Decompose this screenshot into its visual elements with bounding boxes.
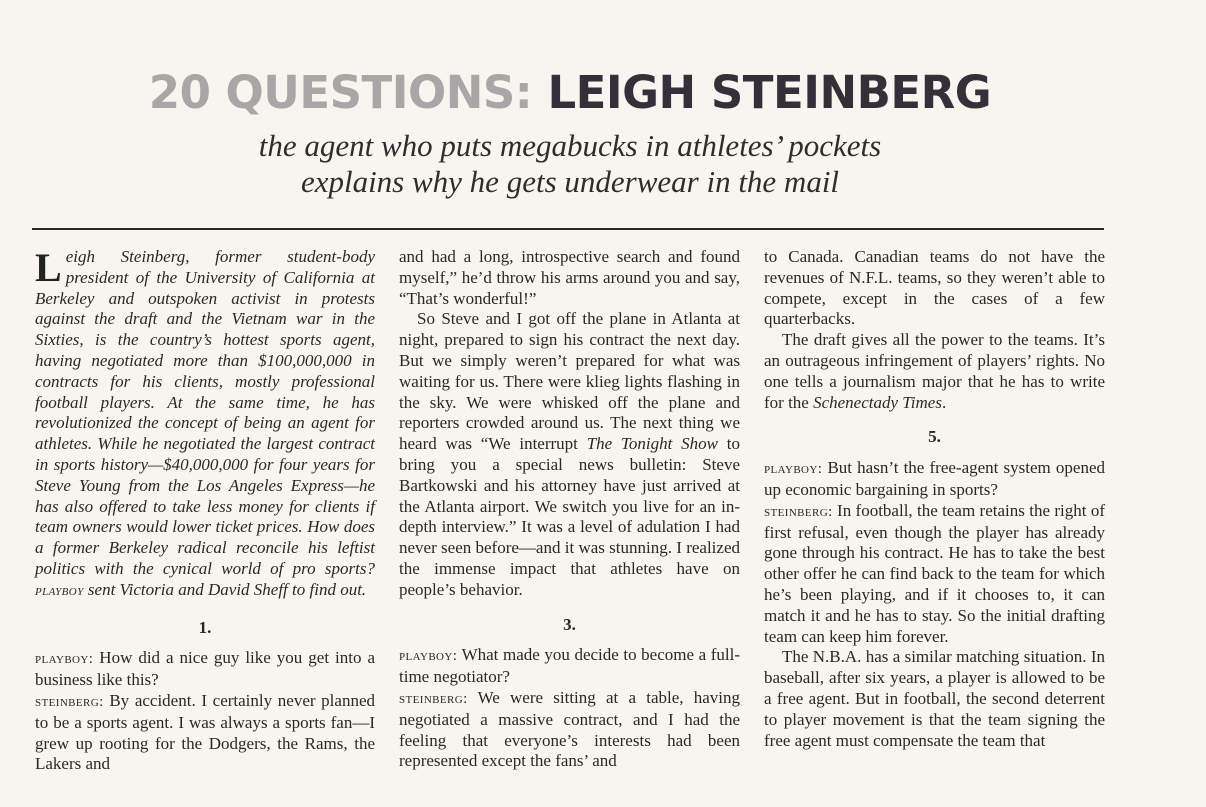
speaker-playboy: playboy: [35, 651, 94, 668]
question-text: But hasn’t the free-agent system opened up economic bargaining in sports? [764, 458, 1105, 499]
paragraph [399, 309, 740, 600]
answer-text: By accident. I certainly never planned to be a sports agent. I was always a sports fan—I grew up rooting for the Dodgers, the Rams, the Lakers and [35, 690, 375, 774]
article-deck [0, 128, 1140, 200]
question-text: How did a nice guy like you get into a business like this? [35, 648, 376, 690]
newspaper-title: Schenectady Times [813, 392, 942, 412]
speaker-playboy: playboy: [764, 461, 823, 478]
headline-divider [32, 228, 1104, 230]
show-title: The Tonight Show [586, 434, 718, 454]
question [764, 458, 1105, 501]
paragraph: and had a long, introspective search and found myself,” he’d throw his arms around you and say, “That’s wonderful!” [399, 247, 740, 308]
paragraph-text: So Steve and I got off the plane in Atlanta at night, prepared to sign his contract the next day. But we simply weren’t prepared for what was waiting for us. There were klieg lights flashing in the sky. We were whisked off the plane and reporters crowded around us. The next thing we heard was “We interrupt [399, 309, 740, 454]
paragraph-text: The draft gives all the power to the teams. It’s an outrageous infringement of players’ rights. No one tells a journalism major that he has to write for the [764, 330, 1105, 412]
answer [399, 688, 740, 772]
question-number: 1. [198, 617, 212, 637]
paragraph-text: . [941, 392, 947, 412]
question-number: 3. [563, 614, 576, 634]
paragraph [764, 330, 1105, 413]
answer [764, 501, 1105, 648]
speaker-steinberg: steinberg: [764, 503, 833, 520]
intro-text: eigh Steinberg, former student-body president of the University of California at Berkeley and outspoken activist in protests against the draft and the Vietnam war in the Sixties, is the country’s hottest sports agent, having negotiated more than $100,000,000 in contracts for his clients, mostly professional football players. At the same time, he has revolutionized the concept of being an agent for athletes. While he negotiated the largest contract in sports history—$40,000,000 for four years for Steve Young from the Los Angeles Express—he has also offered to take less money for clients if team owners would lower ticket prices. How does a former Berkeley radical reconcile his leftist politics with the cynical world of pro sports? [35, 247, 375, 578]
paragraph: The N.B.A. has a similar matching situation. In baseball, after six years, a player is allowed to be a free agent. But in football, the second deterrent to player movement is that the team signing the free agent must compensate the team that [764, 647, 1105, 750]
column-3 [764, 247, 1105, 751]
intro-paragraph [35, 247, 375, 602]
answer [35, 691, 375, 775]
intro-magazine-name: playboy [35, 582, 84, 599]
paragraph: to Canada. Canadian teams do not have the revenues of N.F.L. teams, so they weren’t able to compete, except in the cases of a few quarterbacks. [764, 247, 1105, 329]
question [35, 648, 375, 691]
question-text: What made you decide to become a full-time negotiator? [399, 645, 740, 687]
intro-closing: sent Victoria and David Sheff to find out. [87, 579, 367, 599]
headline-name: LEIGH STEINBERG [547, 66, 992, 119]
column-1 [35, 247, 375, 775]
question [399, 645, 740, 688]
answer-text: We were sitting at a table, having negotiated a massive contract, and I had the feeling that everyone’s interests had been represented except the fans’ and [399, 687, 740, 771]
deck-line-2: explains why he gets underwear in the mail [300, 164, 840, 199]
drop-cap: L [35, 245, 62, 290]
speaker-playboy: playboy: [399, 648, 458, 665]
article-headline [0, 58, 1140, 128]
speaker-steinberg: steinberg: [35, 693, 104, 710]
headline-prefix: 20 QUESTIONS: [148, 66, 533, 119]
deck-line-1: the agent who puts megabucks in athletes’ pockets [258, 128, 882, 163]
speaker-steinberg: steinberg: [399, 690, 468, 707]
answer-text: In football, the team retains the right of first refusal, even though the player has already gone through his contract. He has to take the best other offer he can find back to the team for which he’s been playing, and if it chooses to, it can match it and he has to stay. So the initial drafting team can keep him forever. [764, 500, 1105, 646]
column-2 [399, 247, 740, 772]
question-number: 5. [928, 427, 941, 447]
paragraph-text: to bring you a special news bulletin: Steve Bartkowski and his attorney have just arrived at the Atlanta airport. We switch you live for an in-depth interview.” It was a level of adulation I had never seen before—and it was stunning. I realized the immense impact that athletes have on people’s behavior. [399, 434, 740, 599]
